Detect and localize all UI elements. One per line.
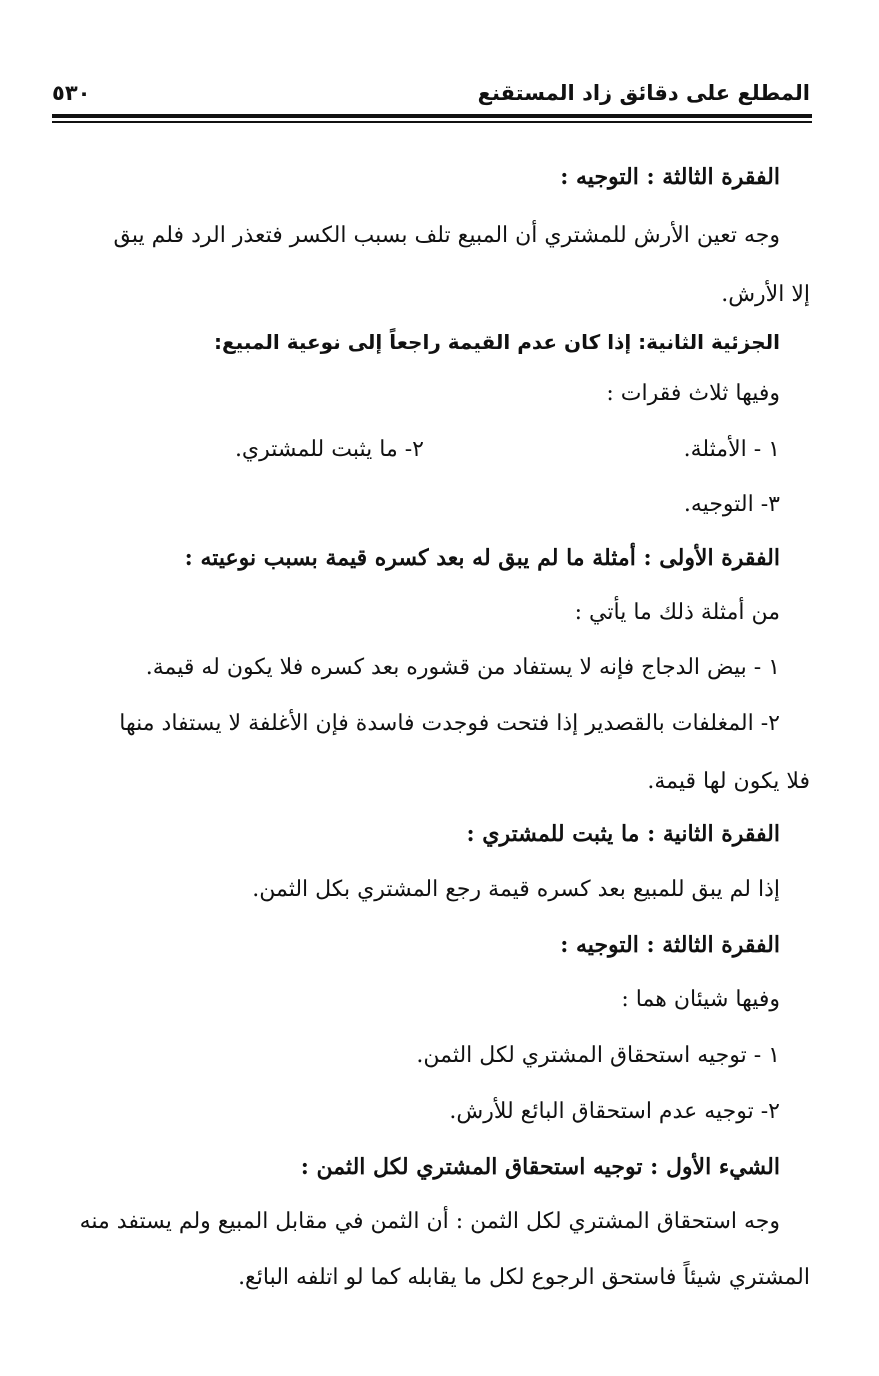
list-item: ٢- المغلفات بالقصدير إذا فتحت فوجدت فاسدة فإن الأغلفة لا يستفاد منها: [119, 711, 780, 736]
running-header: [52, 78, 810, 112]
paragraph-line: وجه تعين الأرش للمشتري أن المبيع تلف بسبب الكسر فتعذر الرد فلم يبق: [113, 223, 780, 248]
section-heading: الجزئية الثانية: إذا كان عدم القيمة راجعاً إلى نوعية المبيع:: [214, 330, 780, 354]
page-number: ٥٣٠: [52, 81, 91, 105]
subheading: الشيء الأول : توجيه استحقاق المشتري لكل الثمن :: [300, 1154, 780, 1180]
header-rule-thin: [52, 121, 812, 123]
paragraph-line: فلا يكون لها قيمة.: [647, 769, 810, 794]
subheading: الفقرة الثالثة : التوجيه :: [560, 164, 780, 190]
list-item: ٣- التوجيه.: [683, 492, 780, 517]
paragraph-line: وفيها شيئان هما :: [621, 987, 780, 1012]
list-item: ١ - الأمثلة.: [683, 437, 780, 462]
paragraph-line: من أمثلة ذلك ما يأتي :: [574, 600, 780, 625]
list-item: ١ - توجيه استحقاق المشتري لكل الثمن.: [416, 1043, 780, 1068]
paragraph-line: المشتري شيئاً فاستحق الرجوع لكل ما يقابله كما لو اتلفه البائع.: [238, 1265, 810, 1290]
list-item: ٢- توجيه عدم استحقاق البائع للأرش.: [449, 1099, 780, 1124]
list-item: ٢- ما يثبت للمشتري.: [234, 437, 424, 462]
list-item: ١ - بيض الدجاج فإنه لا يستفاد من قشوره بعد كسره فلا يكون له قيمة.: [145, 655, 780, 680]
subheading: الفقرة الثالثة : التوجيه :: [560, 932, 780, 958]
subheading: الفقرة الثانية : ما يثبت للمشتري :: [466, 821, 780, 847]
paragraph-line: إذا لم يبق للمبيع بعد كسره قيمة رجع المشتري بكل الثمن.: [252, 877, 780, 902]
header-rule-thick: [52, 114, 812, 118]
paragraph-line: وفيها ثلاث فقرات :: [606, 381, 780, 406]
paragraph-line: إلا الأرش.: [721, 282, 810, 307]
book-title: المطلع على دقائق زاد المستقنع: [477, 81, 810, 105]
paragraph-line: وجه استحقاق المشتري لكل الثمن : أن الثمن في مقابل المبيع ولم يستفد منه: [79, 1209, 780, 1234]
subheading: الفقرة الأولى : أمثلة ما لم يبق له بعد كسره قيمة بسبب نوعيته :: [184, 545, 780, 571]
